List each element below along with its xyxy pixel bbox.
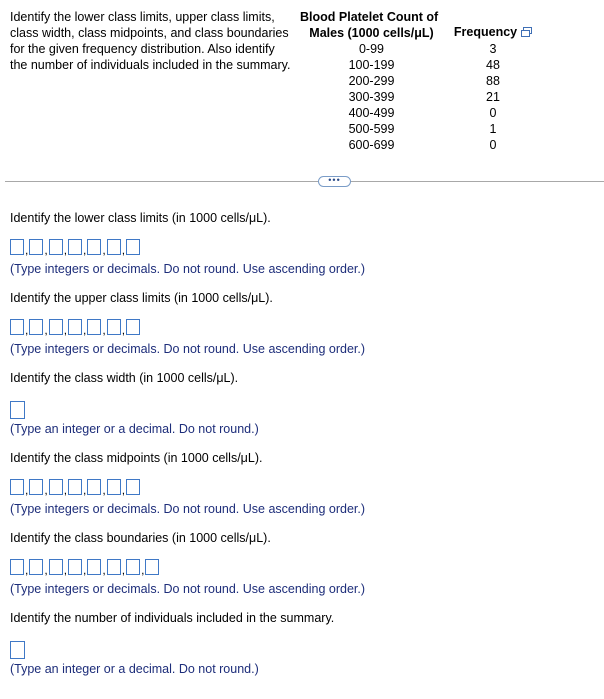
- comma-separator: ,: [83, 323, 87, 337]
- comma-separator: ,: [121, 483, 126, 497]
- question-label: Identify the upper class limits (in 1000 cells/μL).: [10, 291, 273, 305]
- answer-input[interactable]: [126, 239, 140, 255]
- frequency-cell: 0: [489, 138, 497, 152]
- comma-separator: ,: [141, 563, 145, 577]
- answer-input[interactable]: [107, 559, 121, 575]
- table-row: [300, 57, 543, 73]
- table-row: [300, 73, 543, 89]
- frequency-cell: 21: [486, 90, 500, 104]
- answer-box-group: [10, 559, 159, 575]
- class-header: [300, 9, 443, 41]
- answer-input[interactable]: [10, 401, 25, 419]
- class-header-line2: Males (1000 cells/μL): [309, 26, 434, 40]
- frequency-cell: 1: [489, 122, 497, 136]
- table-row: [300, 41, 543, 57]
- table-row: [300, 89, 543, 105]
- answer-box-group: [10, 319, 140, 335]
- class-cell: 300-399: [348, 90, 395, 104]
- comma-separator: ,: [25, 323, 29, 337]
- comma-separator: ,: [25, 483, 29, 497]
- answer-input[interactable]: [126, 479, 140, 495]
- comma-separator: ,: [44, 323, 48, 337]
- comma-separator: ,: [63, 563, 68, 577]
- comma-separator: ,: [121, 563, 126, 577]
- answer-box-group: [10, 401, 25, 419]
- class-header-line1: Blood Platelet Count of: [300, 10, 439, 24]
- class-cell: 600-699: [348, 138, 395, 152]
- answer-input[interactable]: [68, 559, 82, 575]
- answer-input[interactable]: [68, 479, 82, 495]
- comma-separator: ,: [83, 563, 87, 577]
- frequency-cell: 88: [486, 74, 500, 88]
- answer-input[interactable]: [87, 239, 101, 255]
- answer-input[interactable]: [87, 479, 101, 495]
- comma-separator: ,: [102, 323, 106, 337]
- class-cell: 100-199: [348, 58, 395, 72]
- comma-separator: ,: [102, 483, 106, 497]
- answer-input[interactable]: [87, 559, 101, 575]
- comma-separator: ,: [83, 243, 87, 257]
- comma-separator: ,: [63, 243, 68, 257]
- copy-icon[interactable]: [521, 25, 532, 41]
- answer-box-group: [10, 641, 25, 659]
- answer-input[interactable]: [10, 319, 24, 335]
- class-cell: 400-499: [348, 106, 395, 120]
- comma-separator: ,: [121, 323, 126, 337]
- answer-input[interactable]: [29, 559, 43, 575]
- comma-separator: ,: [63, 483, 68, 497]
- answer-input[interactable]: [29, 479, 43, 495]
- question-label: Identify the lower class limits (in 1000 cells/μL).: [10, 211, 271, 225]
- comma-separator: ,: [83, 483, 87, 497]
- answer-hint: (Type an integer or a decimal. Do not round.): [10, 662, 259, 676]
- comma-separator: ,: [102, 563, 106, 577]
- answer-input[interactable]: [49, 479, 63, 495]
- frequency-table: [300, 9, 543, 153]
- answer-box-group: [10, 479, 140, 495]
- comma-separator: ,: [44, 483, 48, 497]
- question-label: Identify the class midpoints (in 1000 cells/μL).: [10, 451, 263, 465]
- comma-separator: ,: [44, 563, 48, 577]
- class-cell: 500-599: [348, 122, 395, 136]
- answer-input[interactable]: [126, 559, 140, 575]
- class-cell: 0-99: [358, 42, 385, 56]
- section-divider: [5, 181, 604, 182]
- answer-input[interactable]: [126, 319, 140, 335]
- answer-hint: (Type integers or decimals. Do not round. Use ascending order.): [10, 342, 366, 356]
- answer-input[interactable]: [10, 559, 24, 575]
- class-cell: 200-299: [348, 74, 395, 88]
- answer-hint: (Type an integer or a decimal. Do not round.): [10, 422, 259, 436]
- answer-input[interactable]: [107, 319, 121, 335]
- question-label: Identify the number of individuals included in the summary.: [10, 611, 335, 625]
- ellipsis-icon: •••: [328, 175, 341, 185]
- more-button[interactable]: [318, 176, 351, 187]
- table-row: [300, 105, 543, 121]
- comma-separator: ,: [44, 243, 48, 257]
- answer-input[interactable]: [10, 641, 25, 659]
- answer-input[interactable]: [49, 319, 63, 335]
- frequency-cell: 3: [489, 42, 497, 56]
- frequency-cell: 0: [489, 106, 497, 120]
- answer-input[interactable]: [145, 559, 159, 575]
- table-row: [300, 121, 543, 137]
- answer-input[interactable]: [29, 319, 43, 335]
- answer-input[interactable]: [68, 239, 82, 255]
- answer-input[interactable]: [107, 239, 121, 255]
- answer-input[interactable]: [10, 479, 24, 495]
- question-label: Identify the class boundaries (in 1000 cells/μL).: [10, 531, 271, 545]
- answer-input[interactable]: [49, 239, 63, 255]
- frequency-header: [443, 9, 543, 41]
- question-prompt: Identify the lower class limits, upper class limits, class width, class midpoints, and class boundaries for the given frequency distribution. Also identify the number of individuals included in the summary.: [10, 10, 291, 72]
- answer-input[interactable]: [10, 239, 24, 255]
- answer-input[interactable]: [29, 239, 43, 255]
- table-row: [300, 137, 543, 153]
- comma-separator: ,: [102, 243, 106, 257]
- frequency-cell: 48: [486, 58, 500, 72]
- answer-box-group: [10, 239, 140, 255]
- comma-separator: ,: [121, 243, 126, 257]
- question-label: Identify the class width (in 1000 cells/μL).: [10, 371, 239, 385]
- answer-hint: (Type integers or decimals. Do not round. Use ascending order.): [10, 502, 366, 516]
- answer-input[interactable]: [68, 319, 82, 335]
- answer-hint: (Type integers or decimals. Do not round. Use ascending order.): [10, 582, 366, 596]
- frequency-header-label: Frequency: [453, 25, 518, 39]
- answer-hint: (Type integers or decimals. Do not round. Use ascending order.): [10, 262, 366, 276]
- comma-separator: ,: [63, 323, 68, 337]
- comma-separator: ,: [25, 563, 29, 577]
- answer-input[interactable]: [87, 319, 101, 335]
- answer-input[interactable]: [49, 559, 63, 575]
- comma-separator: ,: [25, 243, 29, 257]
- answer-input[interactable]: [107, 479, 121, 495]
